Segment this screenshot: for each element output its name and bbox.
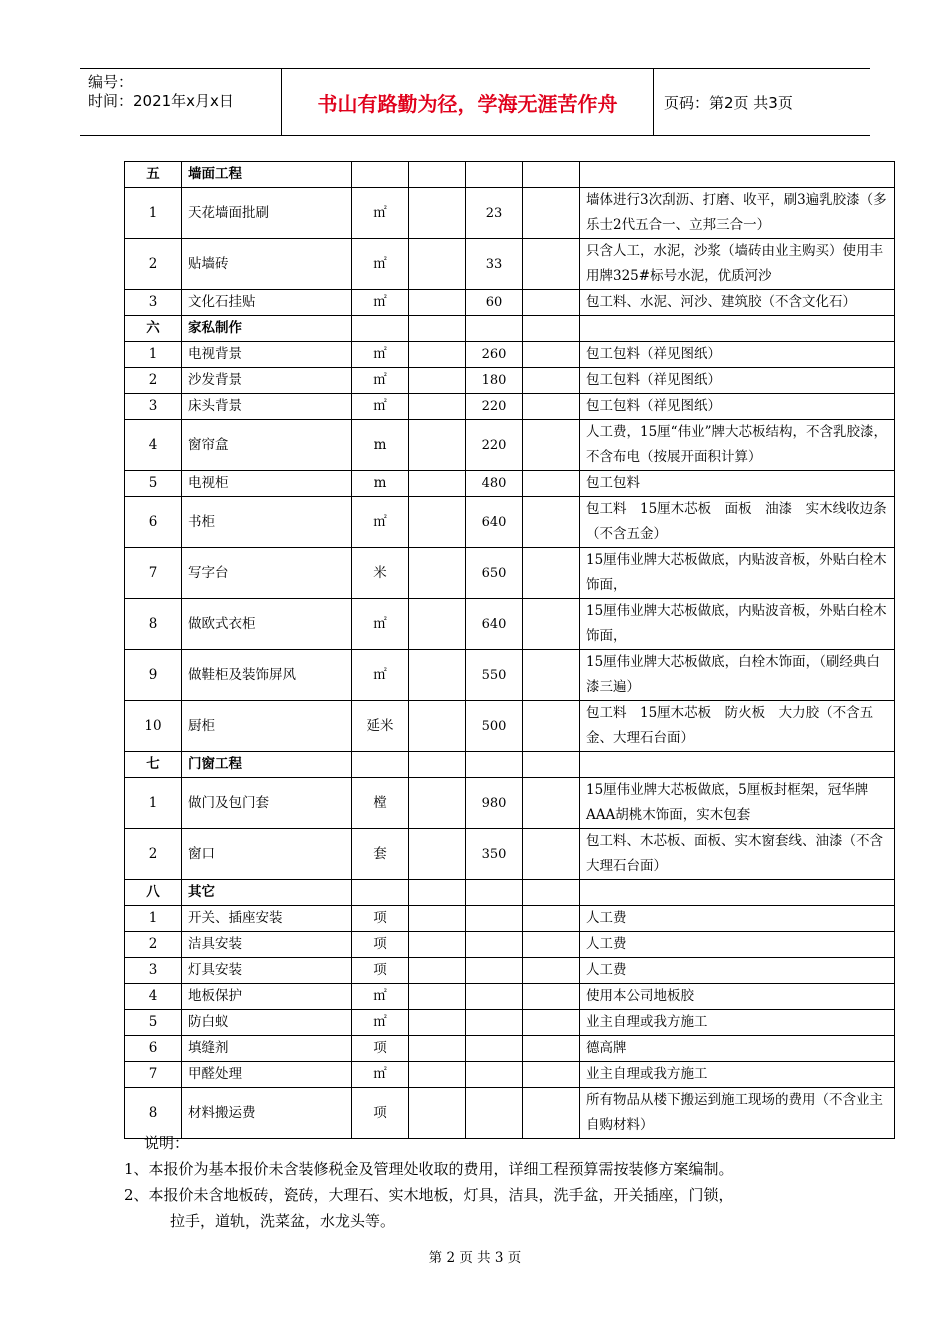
table-row: [125, 906, 895, 932]
item-number: 7: [125, 548, 182, 599]
item-unit: ㎡: [352, 1010, 409, 1036]
empty-cell: [580, 162, 895, 188]
item-unit: m: [352, 420, 409, 471]
item-name: 写字台: [182, 548, 352, 599]
empty-cell: [523, 599, 580, 650]
item-note: 包工包料: [580, 471, 895, 497]
empty-cell: [523, 778, 580, 829]
item-unit: ㎡: [352, 188, 409, 239]
item-number: 2: [125, 239, 182, 290]
item-number: 8: [125, 599, 182, 650]
empty-cell: [523, 548, 580, 599]
empty-cell: [523, 420, 580, 471]
item-price: [466, 1010, 523, 1036]
item-name: 文化石挂贴: [182, 290, 352, 316]
empty-cell: [409, 984, 466, 1010]
quote-table: [124, 161, 895, 1139]
empty-cell: [409, 368, 466, 394]
quote-table-body: [125, 162, 895, 1139]
item-price: [466, 958, 523, 984]
table-row: [125, 290, 895, 316]
item-number: 1: [125, 906, 182, 932]
empty-cell: [409, 932, 466, 958]
empty-cell: [523, 188, 580, 239]
empty-cell: [466, 162, 523, 188]
empty-cell: [523, 650, 580, 701]
empty-cell: [523, 162, 580, 188]
item-unit: 延米: [352, 701, 409, 752]
empty-cell: [409, 239, 466, 290]
empty-cell: [523, 394, 580, 420]
empty-cell: [466, 752, 523, 778]
note-line-2-cont: 拉手，道轨，洗菜盆，水龙头等。: [170, 1212, 396, 1230]
table-row: [125, 1010, 895, 1036]
empty-cell: [409, 752, 466, 778]
item-unit: m: [352, 471, 409, 497]
item-price: 220: [466, 420, 523, 471]
item-name: 天花墙面批刷: [182, 188, 352, 239]
table-row: [125, 420, 895, 471]
item-name: 甲醛处理: [182, 1062, 352, 1088]
item-number: 1: [125, 342, 182, 368]
empty-cell: [409, 394, 466, 420]
empty-cell: [523, 752, 580, 778]
empty-cell: [409, 1036, 466, 1062]
item-price: 180: [466, 368, 523, 394]
item-number: 4: [125, 420, 182, 471]
page-header: [80, 68, 870, 136]
table-row: [125, 497, 895, 548]
item-note: 包工料 15厘木芯板 面板 油漆 实木线收边条（不含五金）: [580, 497, 895, 548]
empty-cell: [409, 650, 466, 701]
item-number: 7: [125, 1062, 182, 1088]
empty-cell: [409, 548, 466, 599]
item-unit: ㎡: [352, 497, 409, 548]
empty-cell: [523, 984, 580, 1010]
item-number: 1: [125, 188, 182, 239]
item-note: 只含人工，水泥，沙浆（墙砖由业主购买）使用丰用牌325#标号水泥，优质河沙: [580, 239, 895, 290]
header-meta: [80, 69, 282, 135]
table-row: [125, 1062, 895, 1088]
item-name: 灯具安装: [182, 958, 352, 984]
item-name: 电视柜: [182, 471, 352, 497]
item-note: 业主自理或我方施工: [580, 1010, 895, 1036]
empty-cell: [523, 316, 580, 342]
item-number: 8: [125, 1088, 182, 1139]
item-unit: ㎡: [352, 650, 409, 701]
item-note: 包工包料（祥见图纸）: [580, 394, 895, 420]
item-name: 窗帘盒: [182, 420, 352, 471]
empty-cell: [523, 342, 580, 368]
table-row: [125, 342, 895, 368]
item-note: 包工包料（祥见图纸）: [580, 368, 895, 394]
table-row: [125, 778, 895, 829]
item-number: 10: [125, 701, 182, 752]
table-row: [125, 188, 895, 239]
empty-cell: [409, 290, 466, 316]
item-name: 做欧式衣柜: [182, 599, 352, 650]
empty-cell: [409, 1062, 466, 1088]
item-note: 15厘伟业牌大芯板做底，内贴波音板，外贴白栓木饰面，: [580, 599, 895, 650]
item-price: [466, 984, 523, 1010]
item-number: 3: [125, 290, 182, 316]
empty-cell: [409, 599, 466, 650]
notes-title: 说明：: [144, 1134, 190, 1152]
item-price: 550: [466, 650, 523, 701]
item-name: 防白蚁: [182, 1010, 352, 1036]
empty-cell: [352, 162, 409, 188]
page-footer: 第 2 页 共 3 页: [428, 1250, 522, 1266]
table-row: [125, 599, 895, 650]
item-number: 1: [125, 778, 182, 829]
table-row: [125, 958, 895, 984]
section-title: 墙面工程: [182, 162, 352, 188]
item-number: 9: [125, 650, 182, 701]
section-header-row: [125, 880, 895, 906]
item-unit: 米: [352, 548, 409, 599]
item-number: 6: [125, 497, 182, 548]
notes: [124, 1130, 734, 1234]
empty-cell: [409, 701, 466, 752]
empty-cell: [409, 497, 466, 548]
item-number: 5: [125, 471, 182, 497]
item-note: 人工费: [580, 906, 895, 932]
item-price: 500: [466, 701, 523, 752]
item-unit: ㎡: [352, 394, 409, 420]
item-price: [466, 1036, 523, 1062]
empty-cell: [409, 778, 466, 829]
header-number: 编号：: [88, 73, 134, 91]
item-price: [466, 1062, 523, 1088]
item-note: 15厘伟业牌大芯板做底，内贴波音板，外贴白栓木饰面，: [580, 548, 895, 599]
item-number: 2: [125, 932, 182, 958]
table-row: [125, 650, 895, 701]
item-price: 33: [466, 239, 523, 290]
header-page-number: 页码：第2页 共3页: [664, 93, 793, 112]
item-number: 3: [125, 958, 182, 984]
section-number: 八: [125, 880, 182, 906]
item-number: 6: [125, 1036, 182, 1062]
empty-cell: [523, 958, 580, 984]
item-note: 德高牌: [580, 1036, 895, 1062]
table-row: [125, 548, 895, 599]
note-line-2: 2、本报价未含地板砖，瓷砖，大理石、实木地板，灯具，洁具，洗手盆，开关插座，门锁，: [124, 1186, 734, 1204]
empty-cell: [466, 316, 523, 342]
table-row: [125, 368, 895, 394]
section-header-row: [125, 752, 895, 778]
empty-cell: [409, 188, 466, 239]
empty-cell: [523, 471, 580, 497]
empty-cell: [409, 1010, 466, 1036]
empty-cell: [523, 1062, 580, 1088]
item-note: 业主自理或我方施工: [580, 1062, 895, 1088]
item-price: [466, 906, 523, 932]
empty-cell: [409, 316, 466, 342]
item-name: 洁具安装: [182, 932, 352, 958]
item-note: 人工费: [580, 932, 895, 958]
item-note: 包工料、木芯板、面板、实木窗套线、油漆（不含大理石台面）: [580, 829, 895, 880]
empty-cell: [523, 497, 580, 548]
item-name: 床头背景: [182, 394, 352, 420]
empty-cell: [409, 829, 466, 880]
item-unit: 项: [352, 958, 409, 984]
item-note: 包工料 15厘木芯板 防火板 大力胶（不含五金、大理石台面）: [580, 701, 895, 752]
section-number: 六: [125, 316, 182, 342]
empty-cell: [523, 239, 580, 290]
item-name: 电视背景: [182, 342, 352, 368]
item-name: 沙发背景: [182, 368, 352, 394]
item-note: 所有物品从楼下搬运到施工现场的费用（不含业主自购材料）: [580, 1088, 895, 1139]
empty-cell: [523, 906, 580, 932]
item-name: 材料搬运费: [182, 1088, 352, 1139]
empty-cell: [409, 471, 466, 497]
item-price: 350: [466, 829, 523, 880]
empty-cell: [352, 316, 409, 342]
item-price: 980: [466, 778, 523, 829]
item-name: 填缝剂: [182, 1036, 352, 1062]
item-unit: 套: [352, 829, 409, 880]
item-note: 墙体进行3次刮沥、打磨、收平，刷3遍乳胶漆（多乐士2代五合一、立邦三合一）: [580, 188, 895, 239]
item-price: 640: [466, 599, 523, 650]
table-row: [125, 239, 895, 290]
item-number: 4: [125, 984, 182, 1010]
empty-cell: [580, 316, 895, 342]
table-row: [125, 1036, 895, 1062]
item-name: 贴墙砖: [182, 239, 352, 290]
item-unit: ㎡: [352, 368, 409, 394]
item-name: 做门及包门套: [182, 778, 352, 829]
item-price: 260: [466, 342, 523, 368]
empty-cell: [352, 880, 409, 906]
item-unit: 项: [352, 932, 409, 958]
item-price: 60: [466, 290, 523, 316]
table-row: [125, 829, 895, 880]
item-number: 5: [125, 1010, 182, 1036]
empty-cell: [523, 290, 580, 316]
item-unit: 项: [352, 906, 409, 932]
section-title: 家私制作: [182, 316, 352, 342]
empty-cell: [352, 752, 409, 778]
empty-cell: [523, 701, 580, 752]
empty-cell: [523, 368, 580, 394]
item-note: 包工料、水泥、河沙、建筑胶（不含文化石）: [580, 290, 895, 316]
item-price: 650: [466, 548, 523, 599]
header-motto: 书山有路勤为径，学海无涯苦作舟: [282, 69, 654, 135]
empty-cell: [409, 958, 466, 984]
item-price: 23: [466, 188, 523, 239]
empty-cell: [523, 1036, 580, 1062]
section-title: 其它: [182, 880, 352, 906]
empty-cell: [466, 880, 523, 906]
empty-cell: [523, 829, 580, 880]
table-row: [125, 932, 895, 958]
item-unit: ㎡: [352, 599, 409, 650]
table-row: [125, 701, 895, 752]
empty-cell: [409, 880, 466, 906]
item-name: 窗口: [182, 829, 352, 880]
section-title: 门窗工程: [182, 752, 352, 778]
item-unit: ㎡: [352, 984, 409, 1010]
item-unit: ㎡: [352, 1062, 409, 1088]
table-row: [125, 984, 895, 1010]
empty-cell: [409, 420, 466, 471]
section-number: 五: [125, 162, 182, 188]
item-price: 640: [466, 497, 523, 548]
item-note: 包工包料（祥见图纸）: [580, 342, 895, 368]
item-price: [466, 932, 523, 958]
header-time: 时间：2021年x月x日: [88, 92, 234, 110]
empty-cell: [409, 342, 466, 368]
table-row: [125, 394, 895, 420]
empty-cell: [523, 1010, 580, 1036]
empty-cell: [409, 906, 466, 932]
item-unit: ㎡: [352, 239, 409, 290]
item-note: 人工费: [580, 958, 895, 984]
table-row: [125, 471, 895, 497]
item-unit: 项: [352, 1088, 409, 1139]
item-unit: 项: [352, 1036, 409, 1062]
item-unit: ㎡: [352, 290, 409, 316]
item-note: 使用本公司地板胶: [580, 984, 895, 1010]
item-note: 15厘伟业牌大芯板做底，5厘板封框架，冠华牌AAA胡桃木饰面，实木包套: [580, 778, 895, 829]
item-name: 书柜: [182, 497, 352, 548]
item-note: 15厘伟业牌大芯板做底，白栓木饰面，（刷经典白漆三遍）: [580, 650, 895, 701]
empty-cell: [580, 880, 895, 906]
item-name: 开关、插座安装: [182, 906, 352, 932]
empty-cell: [523, 932, 580, 958]
item-number: 2: [125, 829, 182, 880]
item-number: 3: [125, 394, 182, 420]
item-unit: ㎡: [352, 342, 409, 368]
note-line-1: 1、本报价为基本报价未含装修税金及管理处收取的费用，详细工程预算需按装修方案编制。: [124, 1160, 734, 1178]
item-price: 220: [466, 394, 523, 420]
item-name: 厨柜: [182, 701, 352, 752]
item-name: 做鞋柜及装饰屏风: [182, 650, 352, 701]
section-number: 七: [125, 752, 182, 778]
item-unit: 樘: [352, 778, 409, 829]
section-header-row: [125, 316, 895, 342]
empty-cell: [409, 162, 466, 188]
empty-cell: [580, 752, 895, 778]
item-price: 480: [466, 471, 523, 497]
item-number: 2: [125, 368, 182, 394]
empty-cell: [523, 880, 580, 906]
item-name: 地板保护: [182, 984, 352, 1010]
section-header-row: [125, 162, 895, 188]
item-note: 人工费，15厘“伟业”牌大芯板结构，不含乳胶漆，不含布电（按展开面积计算）: [580, 420, 895, 471]
